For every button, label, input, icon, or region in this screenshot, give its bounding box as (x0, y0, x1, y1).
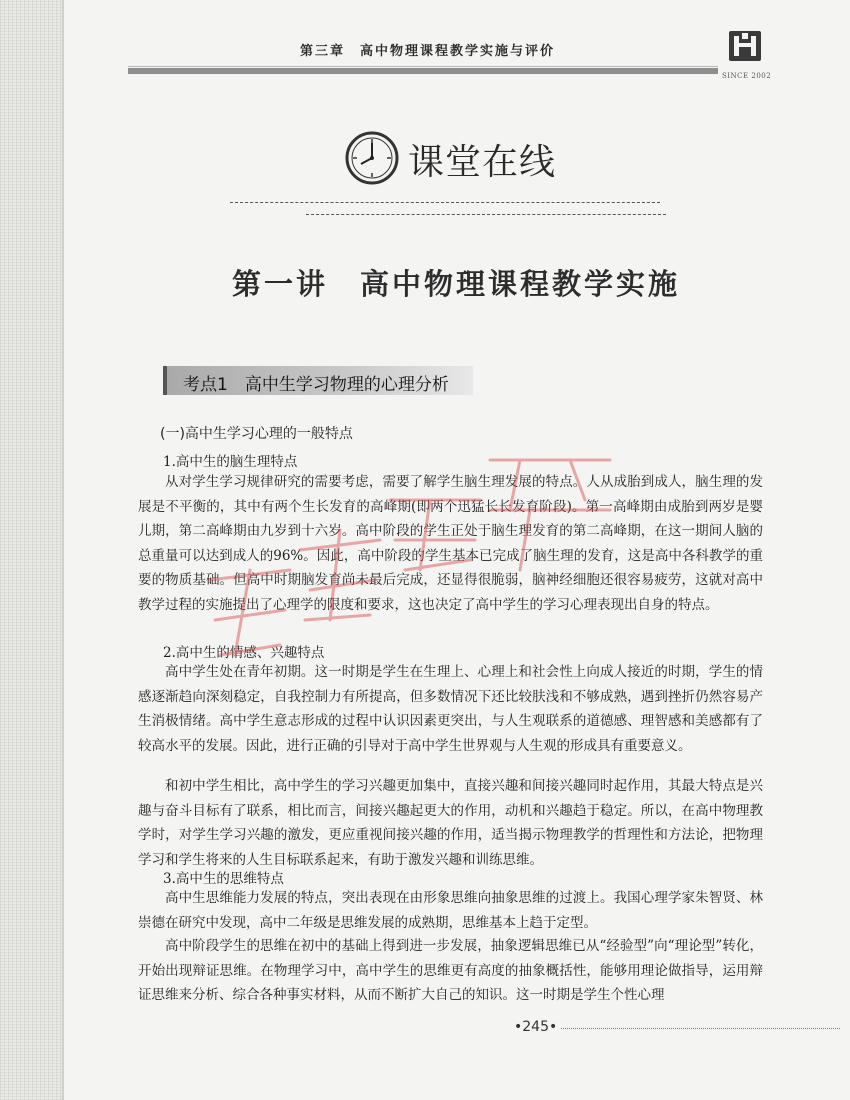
subheading-emotion: 2.高中生的情感、兴趣特点 (163, 645, 325, 661)
subheading-brain: 1.高中生的脑生理特点 (163, 454, 298, 470)
header-rule (128, 68, 718, 74)
subheading-thinking: 3.高中生的思维特点 (163, 871, 284, 887)
banner-title: 课堂在线 (408, 142, 557, 183)
page-footer (510, 1018, 840, 1038)
dashed-divider (230, 202, 660, 203)
footer-dotted-rule (560, 1028, 840, 1029)
page-binding-edge (0, 0, 64, 1100)
topic-heading: 考点1 高中生学习物理的心理分析 (183, 375, 449, 395)
logo-text: SINCE 2002 (722, 72, 772, 80)
paragraph: 高中生思维能力发展的特点，突出表现在由形象思维向抽象思维的过渡上。我国心理学家朱智贤、林崇德在研究中发现，高中二年级是思维发展的成熟期，思维基本上趋于定型。 (138, 890, 763, 931)
topic-heading-box (163, 366, 473, 395)
paragraph: 和初中学生相比，高中学生的学习兴趣更加集中，直接兴趣和间接兴趣同时起作用，其最大特点是兴趣与奋斗目标有了联系，相比而言，间接兴趣起更大的作用，动机和兴趣趋于稳定。所以，在高中物理教学时，对学生学习兴趣的激发，更应重视间接兴趣的作用，适当揭示物理教学的哲理性和方法论，把物理学习和学生将来的人生目标联系起来，有助于激发兴趣和训练思维。 (138, 778, 763, 868)
paragraph: 从对学生学习规律研究的需要考虑，需要了解学生脑生理发展的特点。人从成胎到成人，脑生理的发展是不平衡的，其中有两个生长发育的高峰期(即两个迅猛长长发育阶段)。第一高峰期由成胎到两岁是婴儿期，第二高峰期由九岁到十六岁。高中阶段的学生正处于脑生理发育的第二高峰期，在这一期间人脑的总重量可以达到成人的96%。因此，高中阶段的学生基本已完成了脑生理的发育，这是高中各科教学的重要的物质基础。但高中时期脑发育尚未最后完成，还显得很脆弱，脑神经细胞还很容易疲劳，这就对高中教学过程的实施提出了心理学的限度和要求，这也决定了高中学生的学习心理表现出自身的特点。 (138, 474, 763, 613)
clock-icon (344, 130, 400, 186)
running-header (0, 0, 850, 80)
dashed-divider (306, 214, 666, 215)
running-title: 第三章 高中物理课程教学实施与评价 (300, 44, 556, 59)
header-rule-thin (128, 66, 718, 67)
publisher-logo-icon (728, 30, 762, 70)
section-title: (一)高中生学习心理的一般特点 (160, 426, 353, 442)
page-number: •245• (510, 1019, 561, 1035)
paragraph: 高中学生处在青年初期。这一时期是学生在生理上、心理上和社会性上向成人接近的时期，学生的情感逐渐趋向深刻稳定，自我控制力有所提高，但多数情况下还比较肤浅和不够成熟，遇到挫折仍然容易产生消极情绪。高中学生意志形成的过程中认识因素更突出，与人生观联系的道德感、理智感和美感都有了较高水平的发展。因此，进行正确的引导对于高中学生世界观与人生观的形成具有重要意义。 (138, 664, 763, 754)
lecture-title: 第一讲 高中物理课程教学实施 (232, 267, 681, 301)
paragraph: 高中阶段学生的思维在初中的基础上得到进一步发展，抽象逻辑思维已从“经验型”向“理论型”转化，开始出现辩证思维。在物理学习中，高中学生的思维更有高度的抽象概括性，能够用理论做指导，运用辩证思维来分析、综合各种事实材料，从而不断扩大自己的知识。这一时期是学生个性心理 (138, 938, 763, 1003)
